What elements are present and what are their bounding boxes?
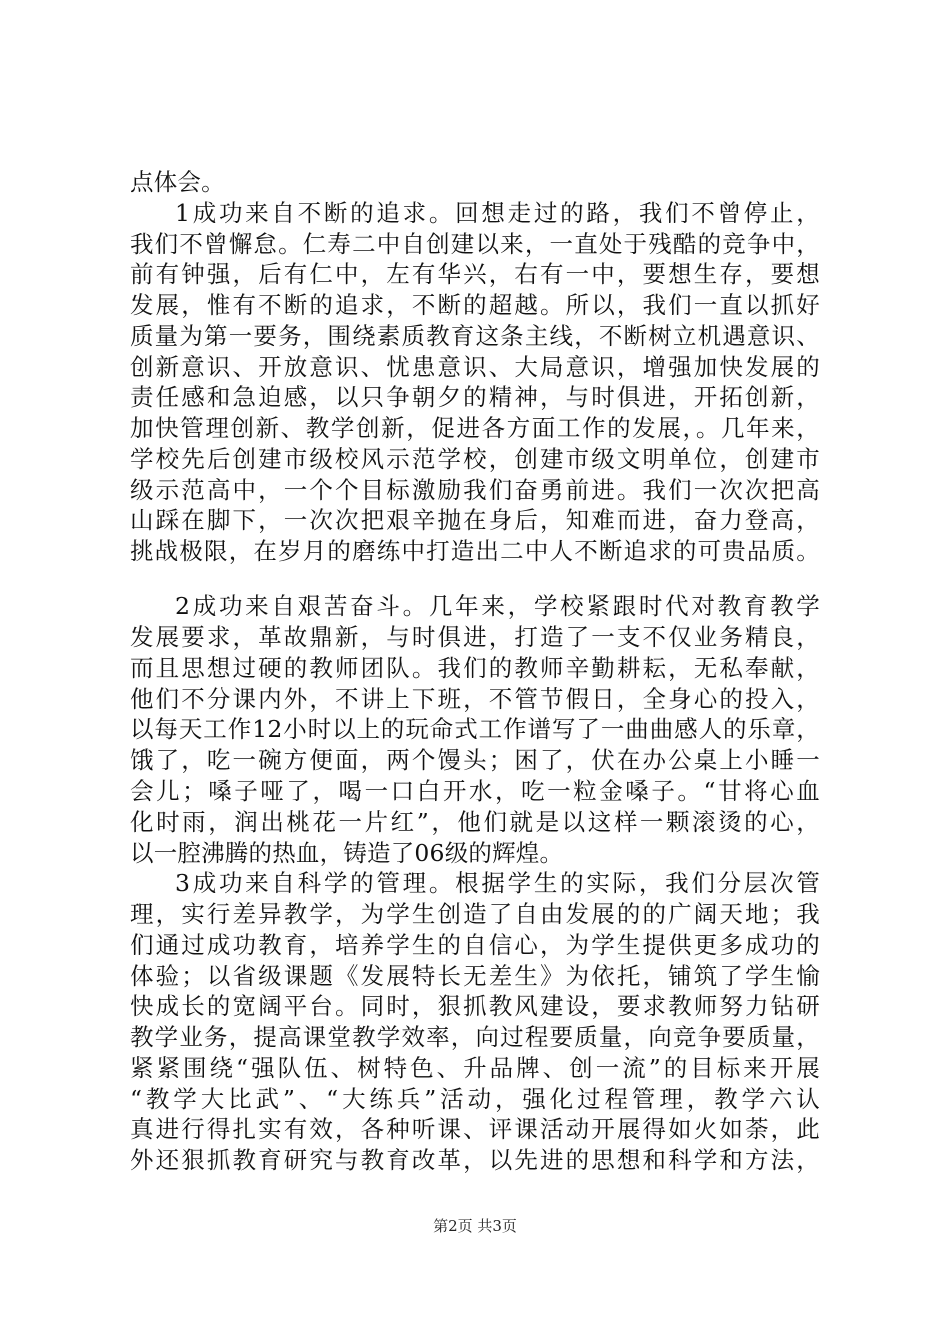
text-line: 质量为第一要务，围绕素质教育这条主线，不断树立机遇意识、	[130, 322, 820, 350]
text-line: 真进行得扎实有效，各种听课、评课活动开展得如火如荼，此	[130, 1115, 820, 1143]
text-line: 发展，惟有不断的追求，不断的超越。所以，我们一直以抓好	[130, 291, 820, 319]
text-line: “教学大比武”、“大练兵”活动，强化过程管理，教学六认	[130, 1085, 820, 1113]
text-line: 理，实行差异教学，为学生创造了自由发展的的广阔天地；我	[130, 900, 820, 928]
text-line: 教学业务，提高课堂教学效率，向过程要质量，向竞争要质量，	[130, 1023, 820, 1051]
text-line: 外还狠抓教育研究与教育改革，以先进的思想和科学和方法，	[130, 1146, 820, 1174]
text-line: 加快管理创新、教学创新，促进各方面工作的发展，。几年来，	[130, 414, 820, 442]
text-line: 会儿；嗓子哑了，喝一口白开水，吃一粒金嗓子。“甘将心血	[130, 777, 820, 805]
text-line: 他们不分课内外，不讲上下班，不管节假日，全身心的投入，	[130, 685, 820, 713]
text-line: 3成功来自科学的管理。根据学生的实际，我们分层次管	[175, 869, 820, 897]
text-line: 体验；以省级课题《发展特长无差生》为依托，铺筑了学生愉	[130, 962, 820, 990]
text-line: 发展要求，革故鼎新，与时俱进，打造了一支不仅业务精良，	[130, 623, 820, 651]
text-line: 责任感和急迫感，以只争朝夕的精神，与时俱进，开拓创新，	[130, 383, 820, 411]
text-line: 紧紧围绕“强队伍、树特色、升品牌、创一流”的目标来开展	[130, 1054, 820, 1082]
text-line: 2成功来自艰苦奋斗。几年来，学校紧跟时代对教育教学	[175, 592, 820, 620]
text-line: 我们不曾懈怠。仁寿二中自创建以来，一直处于残酷的竞争中，	[130, 230, 820, 258]
text-line: 点体会。	[130, 168, 225, 196]
text-line: 们通过成功教育，培养学生的自信心，为学生提供更多成功的	[130, 931, 820, 959]
text-line: 级示范高中，一个个目标激励我们奋勇前进。我们一次次把高	[130, 476, 820, 504]
page-footer: 第2页 共3页	[433, 1217, 517, 1235]
text-line: 以一腔沸腾的热血，铸造了06级的辉煌。	[130, 839, 564, 867]
text-line: 而且思想过硬的教师团队。我们的教师辛勤耕耘，无私奉献，	[130, 654, 820, 682]
text-line: 以每天工作12小时以上的玩命式工作谱写了一曲曲感人的乐章，	[130, 715, 820, 743]
text-line: 化时雨，润出桃花一片红”，他们就是以这样一颗滚烫的心，	[130, 808, 820, 836]
text-line: 创新意识、开放意识、忧患意识、大局意识，增强加快发展的	[130, 353, 820, 381]
text-line: 学校先后创建市级校风示范学校，创建市级文明单位，创建市	[130, 445, 820, 473]
text-line: 山踩在脚下，一次次把艰辛抛在身后，知难而进，奋力登高，	[130, 506, 820, 534]
text-line: 前有钟强，后有仁中，左有华兴，右有一中，要想生存，要想	[130, 260, 820, 288]
text-line: 1成功来自不断的追求。回想走过的路，我们不曾停止，	[175, 199, 820, 227]
text-line: 饿了，吃一碗方便面，两个馒头；困了，伏在办公桌上小睡一	[130, 746, 820, 774]
text-line: 挑战极限，在岁月的磨练中打造出二中人不断追求的可贵品质。	[130, 537, 820, 565]
text-line: 快成长的宽阔平台。同时，狠抓教风建设，要求教师努力钻研	[130, 992, 820, 1020]
